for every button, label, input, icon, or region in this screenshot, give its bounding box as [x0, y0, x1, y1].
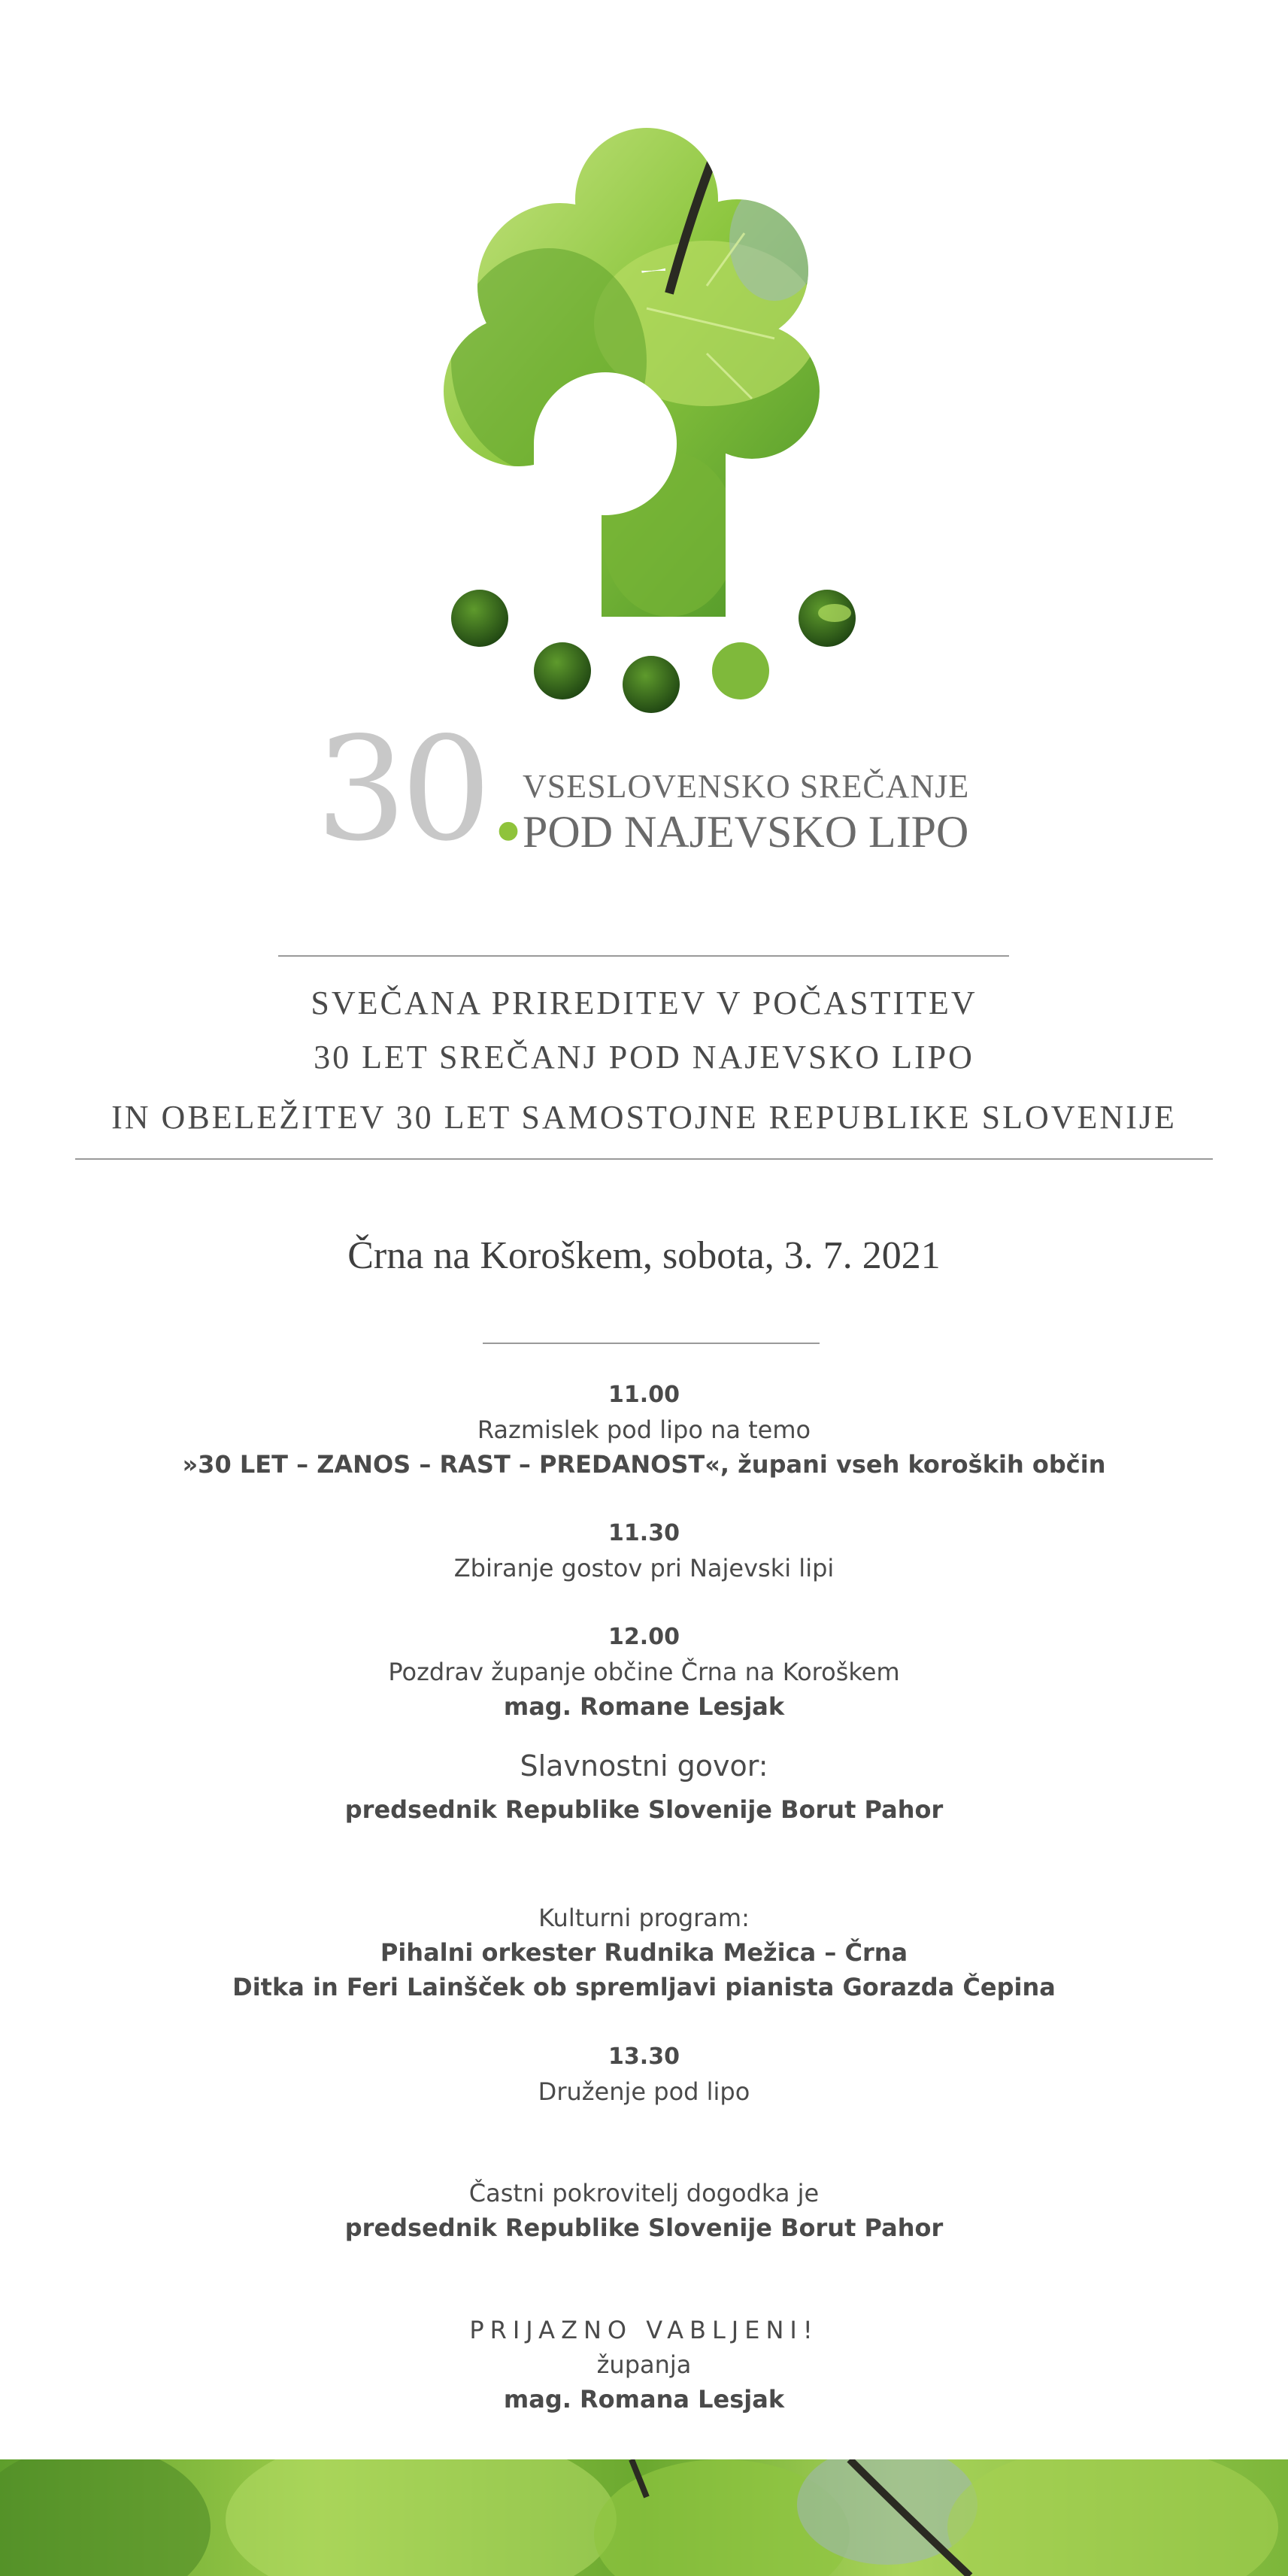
ceremony-title-line2: 30 LET SREČANJ POD NAJEVSKO LIPO — [314, 1039, 974, 1076]
patron-block — [0, 2176, 1288, 2245]
event-title-line1: VSESLOVENSKO SREČANJE — [523, 768, 970, 805]
speech-name: predsednik Republike Slovenije Borut Pahor — [344, 1795, 944, 1824]
program-text-bold: mag. Romane Lesjak — [503, 1692, 785, 1721]
program-text-bold: »30 LET – ZANOS – RAST – PREDANOST«, župani vseh koroških občin — [182, 1450, 1106, 1479]
speech-label: Slavnostni govor: — [520, 1749, 768, 1783]
linden-tree-logo — [421, 113, 872, 722]
culture-line1: Pihalni orkester Rudnika Mežica – Črna — [380, 1938, 908, 1967]
program-item-2 — [0, 1516, 1288, 1585]
program-text: Pozdrav županje občine Črna na Koroškem — [388, 1658, 900, 1686]
anniversary-number: 30. — [316, 706, 526, 872]
leaf-footer-band — [0, 2459, 1288, 2576]
program-text: Razmislek pod lipo na temo — [477, 1415, 811, 1444]
program-time: 11.30 — [608, 1520, 680, 1546]
program-text: Zbiranje gostov pri Najevski lipi — [453, 1554, 835, 1582]
signer-role: županja — [596, 2350, 692, 2379]
program-time: 11.00 — [608, 1382, 680, 1408]
divider-short — [483, 1343, 820, 1344]
divider-top — [278, 955, 1009, 957]
ceremony-title-line1: SVEČANA PRIREDITEV V POČASTITEV — [311, 985, 977, 1021]
program-time: 13.30 — [608, 2044, 680, 2070]
venue-date: Črna na Koroškem, sobota, 3. 7. 2021 — [347, 1234, 941, 1277]
culture-label: Kulturni program: — [538, 1904, 750, 1932]
program-speech — [0, 1749, 1288, 1827]
event-title-line2: POD NAJEVSKO LIPO — [523, 807, 969, 857]
program-item-3 — [0, 1620, 1288, 1724]
program-culture — [0, 1901, 1288, 2004]
anniversary-number-digits: 30 — [316, 706, 486, 872]
signer-name: mag. Romana Lesjak — [503, 2385, 785, 2414]
closing-block — [0, 2313, 1288, 2417]
patron-label: Častni pokrovitelj dogodka je — [468, 2179, 820, 2207]
ceremony-title-line3: IN OBELEŽITEV 30 LET SAMOSTOJNE REPUBLIKE SLOVENIJE — [111, 1099, 1177, 1136]
program-time: 12.00 — [608, 1624, 680, 1650]
patron-name: predsednik Republike Slovenije Borut Pahor — [344, 2213, 944, 2242]
program-text: Druženje pod lipo — [538, 2077, 750, 2106]
welcome-text: PRIJAZNO VABLJENI! — [469, 2316, 819, 2344]
ceremony-title — [0, 976, 1288, 1145]
divider-middle — [75, 1158, 1213, 1160]
program-item-1 — [0, 1378, 1288, 1482]
program-item-4 — [0, 2040, 1288, 2109]
culture-line2: Ditka in Feri Lainšček ob spremljavi pianista Gorazda Čepina — [232, 1973, 1056, 2001]
